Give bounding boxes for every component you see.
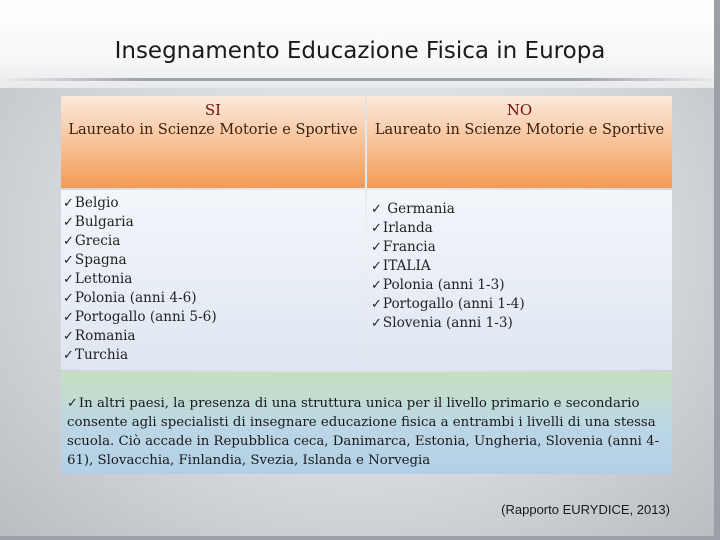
country-name: ITALIA [382,258,431,274]
header-label-no: Laureato in Scienze Motorie e Sportive [374,122,665,138]
country-name: Grecia [74,233,121,249]
country-name: Francia [382,239,436,255]
check-icon: ✓ [63,329,74,344]
slide-title: Insegnamento Educazione Fisica in Europa [114,38,606,64]
country-name: Bulgaria [74,214,134,230]
source-citation: (Rapporto EURYDICE, 2013) [501,502,670,517]
country-name: Polonia (anni 1-3) [382,277,505,293]
header-answer-no: NO [506,101,533,119]
country-name: Romania [74,328,136,344]
header-answer-si: SI [204,101,222,119]
footer-note-text: In altri paesi, la presenza di una struttura unica per il livello primario e secondario consente agli specialisti di insegnare educazione fisica a entrambi i livelli di una stessa scuola. Ciò accade in Repubblica ceca, Danimarca, Estonia, Ungheria, Slovenia (anni 4-61), Slovacchia, Finlandia, Svezia, Islanda e Norvegia [67,396,660,468]
country-name: Irlanda [382,220,433,236]
check-icon: ✓ [63,215,74,230]
header-label-si: Laureato in Scienze Motorie e Sportive [68,122,358,138]
country-name: Polonia (anni 4-6) [74,290,197,306]
check-icon: ✓ [371,259,382,274]
country-name: Slovenia (anni 1-3) [382,315,513,331]
country-name: Portogallo (anni 5-6) [74,309,217,325]
check-icon: ✓ [63,253,74,268]
check-icon: ✓ [63,234,74,249]
country-name: Turchia [74,347,129,363]
check-icon: ✓ [371,316,382,331]
country-name: Portogallo (anni 1-4) [382,296,525,312]
check-icon: ✓ [371,202,382,217]
check-icon: ✓ [63,196,74,211]
check-icon: ✓ [63,272,74,287]
check-icon: ✓ [63,291,74,306]
check-icon: ✓ [371,240,382,255]
country-name: Lettonia [74,271,133,287]
country-name: Belgio [74,195,119,211]
check-icon: ✓ [63,310,74,325]
check-icon: ✓ [371,278,382,293]
country-name: Spagna [74,252,127,268]
check-icon: ✓ [67,396,78,411]
check-icon: ✓ [371,297,382,312]
country-name: Germania [382,201,455,217]
check-icon: ✓ [63,348,74,363]
check-icon: ✓ [371,221,382,236]
